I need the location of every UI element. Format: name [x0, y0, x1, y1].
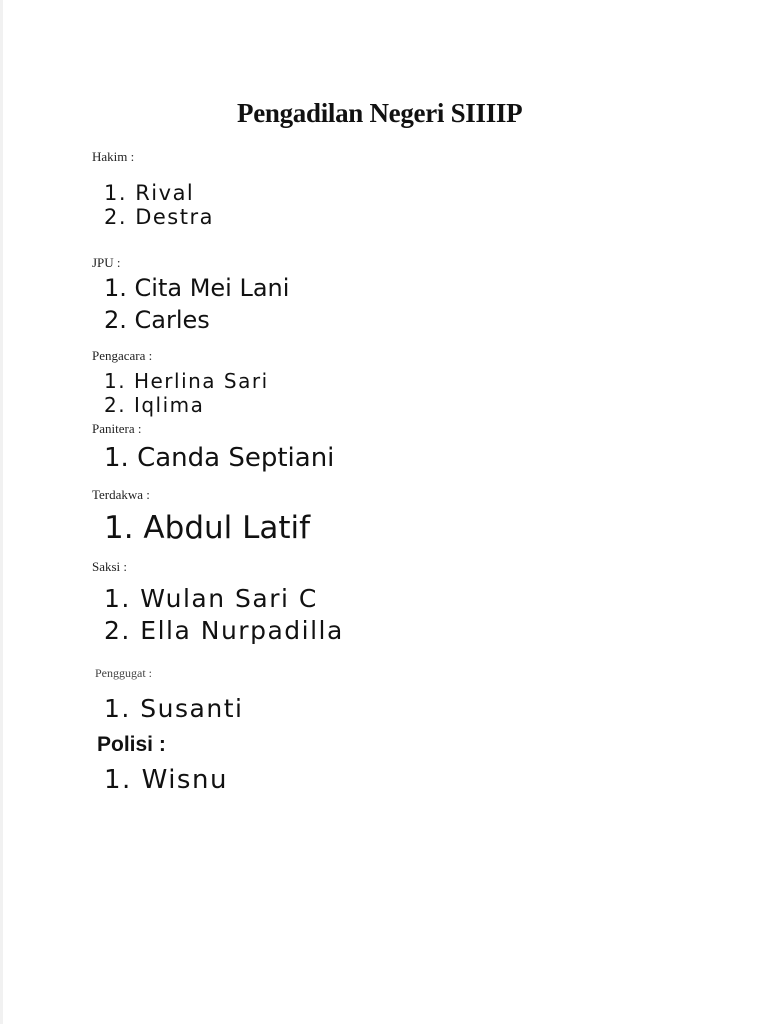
list-item: 1. Rival	[104, 181, 195, 205]
document-title: Pengadilan Negeri SIIIIP	[237, 98, 523, 128]
section-label-saksi: Saksi :	[92, 559, 128, 574]
page-edge	[0, 0, 3, 1024]
list-item: 2. Ella Nurpadilla	[104, 616, 344, 645]
list-item: 1. Cita Mei Lani	[104, 274, 290, 302]
section-label-panitera: Panitera :	[92, 421, 142, 436]
list-item: 1. Wulan Sari C	[104, 584, 318, 613]
list-item: 1. Wisnu	[104, 765, 228, 795]
section-label-terdakwa: Terdakwa :	[92, 487, 150, 502]
list-item: 2. Carles	[104, 306, 210, 334]
list-item: 1. Susanti	[104, 694, 244, 723]
section-label-jpu: JPU :	[92, 255, 121, 270]
list-item: 1. Canda Septiani	[104, 443, 335, 473]
section-label-pengacara: Pengacara :	[92, 348, 153, 363]
section-label-polisi: Polisi :	[97, 733, 166, 756]
list-item: 1. Abdul Latif	[104, 510, 311, 546]
list-item: 2. Iqlima	[104, 393, 205, 417]
section-label-penggugat: Penggugat :	[95, 666, 152, 680]
list-item: 1. Herlina Sari	[104, 369, 269, 393]
section-label-hakim: Hakim :	[92, 149, 135, 164]
list-item: 2. Destra	[104, 205, 214, 229]
